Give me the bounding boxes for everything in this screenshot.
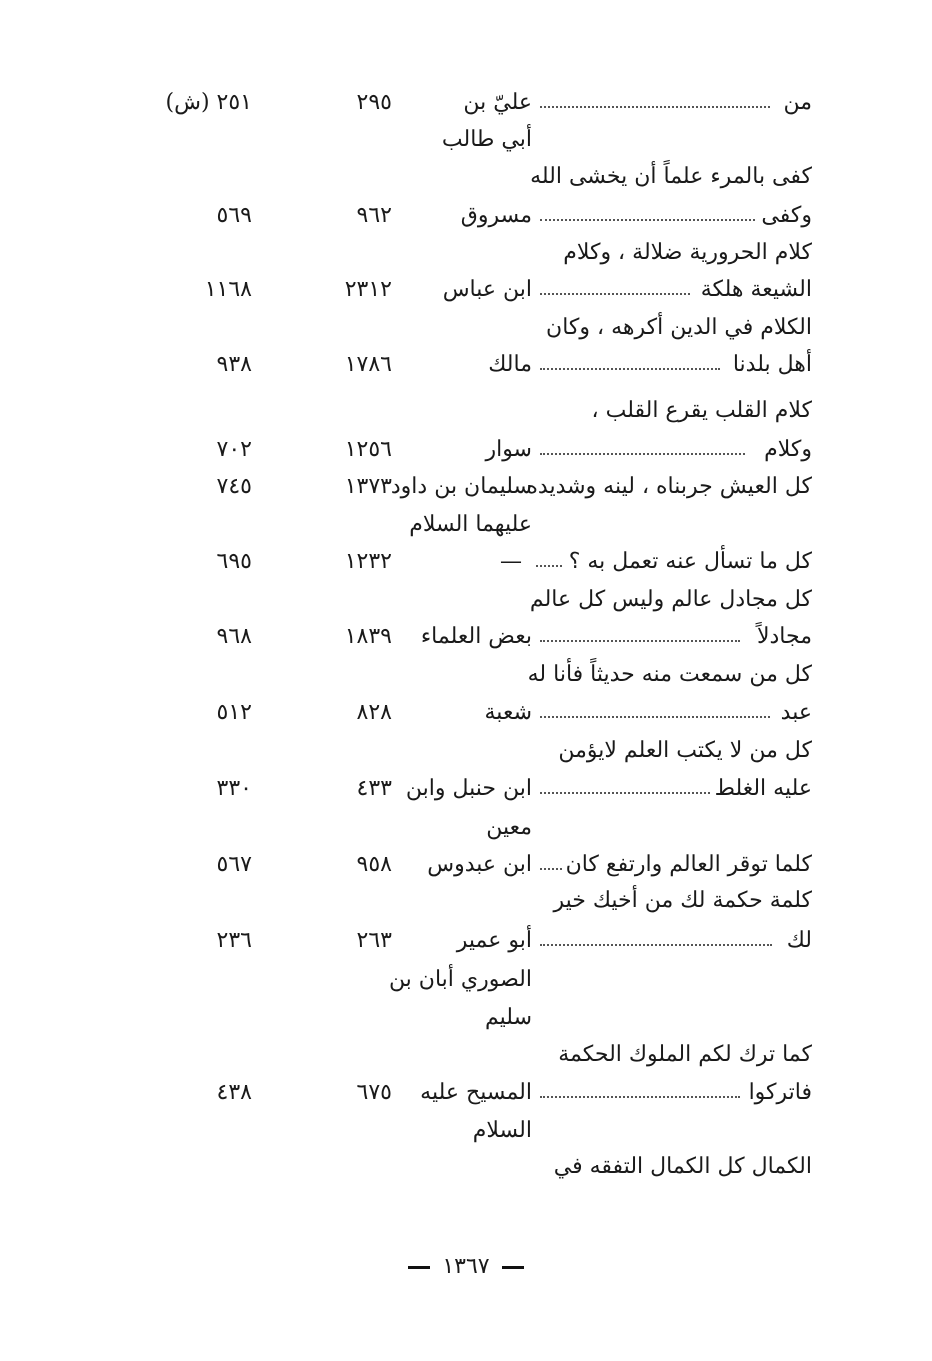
footer-dash-left: [408, 1266, 430, 1269]
narrator: ابن حنبل وابن: [405, 776, 532, 801]
narrator-continuation: معين: [486, 815, 532, 840]
narrator-continuation: أبي طالب: [441, 127, 532, 152]
leader-dots: [540, 368, 720, 370]
entry-text: الكمال كل الكمال التفقه في: [553, 1154, 812, 1179]
page-reference: ٤٣٨: [216, 1080, 252, 1105]
narrator: —: [500, 549, 522, 574]
narrator: سوار: [485, 437, 532, 462]
page-reference: ٩٣٨: [216, 352, 252, 377]
reference-number: ١٢٥٦: [344, 437, 392, 462]
page-reference: ٥٦٩: [216, 203, 252, 228]
reference-number: ٩٥٨: [356, 852, 392, 877]
entry-text: كلام القلب يقرع القلب ،: [591, 398, 812, 423]
entry-text: كلمة حكمة لك من أخيك خير: [553, 888, 812, 913]
entry-text: من: [783, 90, 812, 115]
entry-text: كفى بالمرء علماً أن يخشى الله: [530, 164, 812, 189]
leader-dots: [540, 640, 740, 642]
leader-dots: [540, 1096, 740, 1098]
page-reference: ٢٣٦: [216, 928, 252, 953]
narrator: سليمان بن داود: [390, 474, 532, 499]
narrator: مالك: [488, 352, 532, 377]
leader-dots: [540, 716, 770, 718]
leader-dots: [540, 106, 770, 108]
page-reference: ٦٩٥: [216, 549, 252, 574]
reference-number: ٢٣١٢: [344, 277, 392, 302]
narrator: المسيح عليه: [420, 1080, 532, 1105]
entry-text: أهل بلدنا: [732, 352, 812, 377]
entry-text: كل من لا يكتب العلم لايؤمن: [558, 738, 812, 763]
entry-text: الشيعة هلكة: [700, 277, 812, 302]
narrator: ابن عباس: [442, 277, 532, 302]
narrator-continuation: عليهما السلام: [409, 512, 532, 537]
reference-number: ٢٩٥: [356, 90, 392, 115]
reference-number: ٨٢٨: [356, 700, 392, 725]
entry-text: فاتركوا: [748, 1080, 812, 1105]
reference-number: ١٧٨٦: [344, 352, 392, 377]
entry-text: مجادلاً: [756, 624, 812, 649]
entry-text: كل ما تسأل عنه تعمل به ؟: [568, 549, 812, 574]
reference-number: ١٢٣٢: [344, 549, 392, 574]
reference-number: ٤٣٣: [356, 776, 392, 801]
narrator: شعبة: [484, 700, 532, 725]
reference-number: ٦٧٥: [356, 1080, 392, 1105]
page-reference: ٢٥١ (ش): [165, 90, 252, 115]
page-reference: ٧٤٥: [216, 474, 252, 499]
reference-number: ١٣٧٣: [344, 474, 392, 499]
leader-dots: [540, 293, 690, 295]
entry-text: وكلام: [764, 437, 812, 462]
entry-text: كلما توقر العالم وارتفع كان: [565, 852, 812, 877]
narrator: عليّ بن: [463, 90, 532, 115]
page-reference: ٥٦٧: [216, 852, 252, 877]
reference-number: ٩٦٢: [356, 203, 392, 228]
entry-text: كلام الحرورية ضلالة ، وكلام: [563, 240, 812, 265]
leader-dots: [540, 453, 745, 455]
entry-text: كل من سمعت منه حديثاً فأنا له: [527, 662, 812, 687]
narrator: أبو عمير: [456, 928, 532, 953]
page-footer: [0, 1254, 932, 1279]
page-reference: ٧٠٢: [216, 437, 252, 462]
page-reference: ٣٣٠: [216, 776, 252, 801]
entry-text: وكفى: [761, 203, 812, 228]
narrator: ابن عبدوس: [427, 852, 532, 877]
leader-dots: [540, 868, 562, 870]
reference-number: ٢٦٣: [356, 928, 392, 953]
leader-dots: [536, 565, 562, 567]
entry-text: كما ترك لكم الملوك الحكمة: [558, 1042, 812, 1067]
narrator: مسروق: [460, 203, 532, 228]
entry-text: عليه الغلط: [714, 776, 812, 801]
narrator: بعض العلماء: [420, 624, 532, 649]
entry-text: الكلام في الدين أكرهه ، وكان: [546, 315, 812, 340]
leader-dots: [540, 219, 755, 221]
leader-dots: [540, 944, 772, 946]
entry-text: لك: [786, 928, 812, 953]
leader-dots: [540, 792, 710, 794]
narrator-continuation: الصوري أبان بن: [388, 967, 532, 992]
reference-number: ١٨٣٩: [344, 624, 392, 649]
narrator-continuation: سليم: [485, 1005, 532, 1030]
narrator-continuation: السلام: [472, 1118, 532, 1143]
page-reference: ٩٦٨: [216, 624, 252, 649]
page-reference: ٥١٢: [216, 700, 252, 725]
entry-text: كل مجادل عالم وليس كل عالم: [529, 587, 812, 612]
footer-dash-right: [502, 1266, 524, 1269]
entry-text: كل العيش جربناه ، لينه وشديده: [526, 474, 812, 499]
entry-text: عبد: [780, 700, 812, 725]
page-number: ١٣٦٧: [442, 1254, 490, 1279]
page-reference: ١١٦٨: [204, 277, 252, 302]
